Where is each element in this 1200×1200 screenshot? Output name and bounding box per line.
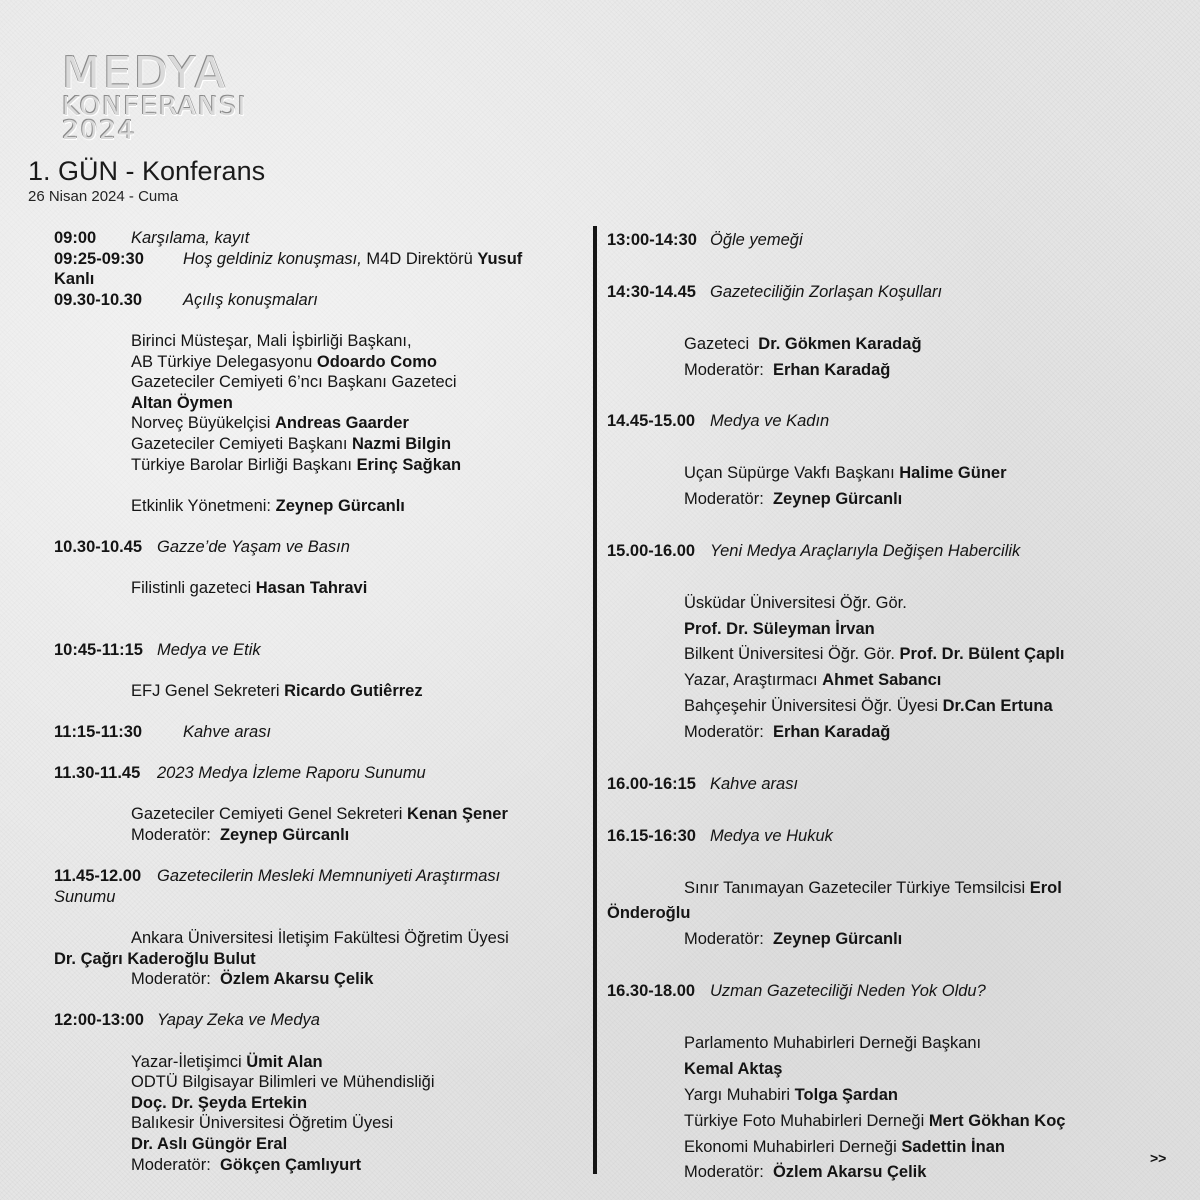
- moderator-line: [684, 927, 1167, 953]
- session-moderator: [607, 927, 1167, 953]
- session-title-cont: Sunumu: [54, 887, 116, 906]
- speaker-name: Dr. Çağrı Kaderoğlu Bulut: [54, 949, 256, 968]
- session-heading: [54, 249, 588, 290]
- session-title: Yeni Medya Araçlarıyla Değişen Habercilik: [710, 541, 1021, 560]
- session-heading: [607, 979, 1167, 1005]
- session-heading: [607, 280, 1167, 306]
- schedule-right-column: [607, 228, 1167, 1186]
- speaker-name: Dr. Gökmen Karadağ: [758, 334, 922, 353]
- moderator-line: [684, 1160, 1167, 1186]
- speaker-name: Mert Gökhan Koç: [928, 1111, 1066, 1130]
- moderator-line: [131, 825, 588, 846]
- speaker-name: Doç. Dr. Şeyda Ertekin: [131, 1093, 308, 1112]
- moderator-label: Moderatör:: [684, 360, 773, 379]
- speaker-line: [131, 413, 588, 434]
- session-heading: [54, 537, 588, 558]
- moderator-label: Moderatör:: [131, 826, 220, 845]
- speaker-role: Yazar-İletişimci: [131, 1052, 247, 1071]
- next-page-indicator[interactable]: >>: [1150, 1150, 1167, 1166]
- session-time: 09:00: [54, 229, 97, 247]
- moderator-name: Zeynep Gürcanlı: [219, 826, 350, 845]
- speaker-role: Yazar, Araştırmacı: [684, 671, 823, 690]
- speaker-name: Kenan Şener: [407, 805, 508, 824]
- speaker-line: [684, 642, 1167, 668]
- speaker-name-cont: Önderoğlu: [607, 904, 691, 923]
- session-speaker-name: Yusuf: [477, 249, 523, 268]
- logo-line-2: KONFERANSI: [62, 92, 248, 122]
- speaker-role: Uçan Süpürge Vakfı Başkanı: [684, 464, 900, 483]
- speaker-line: [684, 1109, 1167, 1135]
- session-time: 16.00-16:15: [607, 774, 696, 793]
- speaker-name: Prof. Dr. Süleyman İrvan: [684, 619, 875, 638]
- speaker-role: Gazeteciler Cemiyeti 6’ncı Başkanı Gazeteci: [131, 373, 457, 392]
- session-time: 14.45-15.00: [607, 412, 696, 431]
- page-date: 26 Nisan 2024 - Cuma: [28, 188, 179, 205]
- moderator-name: Zeynep Gürcanlı: [772, 930, 903, 949]
- session-time: 11:15-11:30: [54, 723, 143, 742]
- session-title: Medya ve Kadın: [710, 412, 830, 431]
- speaker-line: [131, 455, 588, 476]
- speaker-role: EFJ Genel Sekreteri: [131, 681, 285, 700]
- session-speakers: [54, 804, 588, 845]
- session-speakers: [607, 332, 1167, 384]
- session-heading: [607, 772, 1167, 798]
- speaker-line: [684, 694, 1167, 720]
- session-title: Kahve arası: [710, 774, 799, 793]
- speaker-name: Kemal Aktaş: [684, 1059, 783, 1078]
- session-speakers: [54, 1052, 588, 1176]
- speaker-line: [131, 681, 588, 702]
- session-title: Medya ve Hukuk: [710, 826, 833, 845]
- page-title: 1. GÜN - Konferans: [28, 156, 266, 186]
- speaker-name: Ahmet Sabancı: [822, 671, 942, 690]
- session-speakers: [54, 578, 588, 599]
- session-heading: [607, 228, 1167, 254]
- moderator-label: Moderatör:: [684, 1163, 773, 1182]
- speaker-name: Andreas Gaarder: [274, 414, 409, 433]
- speaker-name: Dr. Aslı Güngör Eral: [131, 1134, 288, 1153]
- speaker-name: Prof. Dr. Bülent Çaplı: [899, 645, 1065, 664]
- session-heading: [607, 409, 1167, 435]
- speaker-role: Filistinli gazeteci: [131, 579, 256, 598]
- session-speakers: [607, 1031, 1167, 1186]
- speaker-role: Bilkent Üniversitesi Öğr. Gör.: [684, 645, 900, 664]
- speaker-role: Parlamento Muhabirleri Derneği Başkanı: [684, 1033, 982, 1052]
- session-time: 09:25-09:30: [54, 249, 144, 268]
- session-speaker-name-cont: Kanlı: [54, 270, 95, 289]
- moderator-name: Erhan Karadağ: [772, 360, 891, 379]
- session-speakers: [54, 681, 588, 702]
- session-time: 11.30-11.45: [54, 764, 141, 783]
- session-heading: [54, 1010, 588, 1031]
- speaker-role: Balıkesir Üniversitesi Öğretim Üyesi: [131, 1114, 394, 1133]
- session-heading: [54, 763, 588, 784]
- moderator-label: Moderatör:: [684, 930, 773, 949]
- speaker-name: Ümit Alan: [246, 1052, 323, 1071]
- speaker-role: Türkiye Foto Muhabirleri Derneği: [684, 1111, 929, 1130]
- session-title: Uzman Gazeteciliği Neden Yok Oldu?: [710, 982, 986, 1001]
- speaker-name: Tolga Şardan: [794, 1085, 898, 1104]
- speaker-name: Hasan Tahravi: [255, 579, 368, 598]
- session-time: 16.15-16:30: [607, 826, 696, 845]
- session-time: 16.30-18.00: [607, 982, 696, 1001]
- moderator-name: Özlem Akarsu Çelik: [219, 970, 374, 989]
- speaker-name: Dr.Can Ertuna: [942, 697, 1053, 716]
- speaker-line: [684, 461, 1167, 487]
- session-time: 13:00-14:30: [607, 231, 697, 249]
- moderator-label: Moderatör:: [684, 723, 773, 742]
- session-time: 15.00-16.00: [607, 541, 696, 560]
- session-title: Hoş geldiniz konuşması,: [183, 249, 362, 268]
- speaker-role: Sınır Tanımayan Gazeteciler Türkiye Temsilcisi: [684, 878, 1030, 897]
- speaker-role: Gazeteciler Cemiyeti Genel Sekreteri: [131, 805, 408, 824]
- speaker-name: Sadettin İnan: [901, 1137, 1005, 1156]
- speaker-role: ODTÜ Bilgisayar Bilimleri ve Mühendisliği: [131, 1073, 435, 1092]
- session-title: Öğle yemeği: [710, 231, 803, 249]
- moderator-name: Özlem Akarsu Çelik: [772, 1163, 927, 1182]
- speaker-name: Odoardo Como: [316, 352, 437, 371]
- session-time: 11.45-12.00: [54, 867, 142, 886]
- speaker-line: [131, 496, 588, 517]
- speaker-line: [684, 876, 1167, 902]
- moderator-line: [131, 969, 588, 990]
- speaker-role: Gazeteciler Cemiyeti Başkanı: [131, 434, 353, 453]
- speaker-role: AB Türkiye Delegasyonu: [131, 352, 317, 371]
- speaker-line: [684, 332, 1167, 358]
- session-speakers: [607, 461, 1167, 513]
- moderator-line: [684, 720, 1167, 746]
- speaker-line: [684, 668, 1167, 694]
- moderator-name: Gökçen Çamlıyurt: [219, 1155, 362, 1174]
- session-title: Gazetecilerin Mesleki Memnuniyeti Araştırması: [157, 867, 501, 886]
- moderator-label: Moderatör:: [131, 1155, 220, 1174]
- speaker-name: Erol: [1029, 878, 1062, 897]
- moderator-line: [684, 358, 1167, 384]
- session-title: Kahve arası: [183, 723, 272, 742]
- logo-line-1: MEDYA: [62, 48, 228, 99]
- speaker-role: Norveç Büyükelçisi: [131, 414, 275, 433]
- session-heading: [607, 539, 1167, 565]
- session-title: 2023 Medya İzleme Raporu Sunumu: [157, 764, 426, 783]
- speaker-line: [131, 352, 588, 373]
- session-time: 10:45-11:15: [54, 640, 143, 659]
- moderator-name: Erhan Karadağ: [772, 723, 891, 742]
- speaker-name: Halime Güner: [899, 464, 1007, 483]
- session-speaker-role: M4D Direktörü: [361, 249, 478, 268]
- session-moderator: [54, 969, 588, 990]
- session-heading: [54, 866, 588, 907]
- moderator-line: [684, 487, 1167, 513]
- speaker-role: Türkiye Barolar Birliği Başkanı: [131, 455, 357, 474]
- session-heading: [607, 824, 1167, 850]
- speaker-role: Birinci Müsteşar, Mali İşbirliği Başkanı,: [131, 331, 412, 350]
- session-title: Karşılama, kayıt: [131, 229, 250, 247]
- speaker-line: [131, 1052, 588, 1073]
- session-title: Medya ve Etik: [157, 640, 261, 659]
- speaker-role: Ekonomi Muhabirleri Derneği: [684, 1137, 902, 1156]
- session-speakers: [607, 876, 1167, 902]
- speaker-role: Yargı Muhabiri: [684, 1085, 795, 1104]
- session-speakers: [607, 591, 1167, 746]
- session-time: 10.30-10.45: [54, 537, 143, 556]
- speaker-line: [684, 1135, 1167, 1161]
- moderator-line: [131, 1155, 588, 1176]
- conference-logo: [62, 48, 248, 146]
- speaker-name: Ricardo Gutiêrrez: [284, 681, 423, 700]
- session-speakers: [54, 928, 588, 949]
- session-time: 09.30-10.30: [54, 290, 143, 309]
- moderator-label: Moderatör:: [684, 490, 773, 508]
- speaker-name: Erinç Sağkan: [356, 455, 462, 474]
- session-heading: [54, 228, 588, 249]
- speaker-role: Etkinlik Yönetmeni:: [131, 496, 276, 515]
- session-heading: [54, 722, 588, 743]
- speaker-name: Nazmi Bilgin: [352, 434, 452, 453]
- session-heading: [54, 290, 588, 311]
- schedule-left-column: [54, 228, 588, 1175]
- speaker-role: Üsküdar Üniversitesi Öğr. Gör.: [684, 593, 907, 612]
- speaker-name: Zeynep Gürcanlı: [275, 496, 405, 515]
- speaker-role: Gazeteci: [684, 334, 759, 353]
- session-heading: [54, 640, 588, 661]
- speaker-line: [684, 1083, 1167, 1109]
- speaker-role: Bahçeşehir Üniversitesi Öğr. Üyesi: [684, 697, 943, 716]
- speaker-role: Ankara Üniversitesi İletişim Fakültesi Öğretim Üyesi: [131, 929, 509, 947]
- session-time: 12:00-13:00: [54, 1011, 144, 1030]
- session-title: Açılış konuşmaları: [183, 290, 318, 309]
- session-title: Gazeteciliğin Zorlaşan Koşulları: [710, 282, 943, 301]
- session-speakers: [54, 331, 588, 516]
- logo-line-3: 2024: [62, 116, 137, 146]
- column-divider: [593, 226, 597, 1174]
- moderator-label: Moderatör:: [131, 970, 220, 989]
- speaker-name: Altan Öymen: [131, 393, 233, 412]
- speaker-line: [131, 804, 588, 825]
- moderator-name: Zeynep Gürcanlı: [772, 490, 903, 508]
- session-title: Yapay Zeka ve Medya: [157, 1011, 320, 1030]
- session-time: 14:30-14.45: [607, 282, 696, 301]
- speaker-line: [131, 578, 588, 599]
- session-title: Gazze’de Yaşam ve Basın: [157, 537, 350, 556]
- speaker-line: [131, 434, 588, 455]
